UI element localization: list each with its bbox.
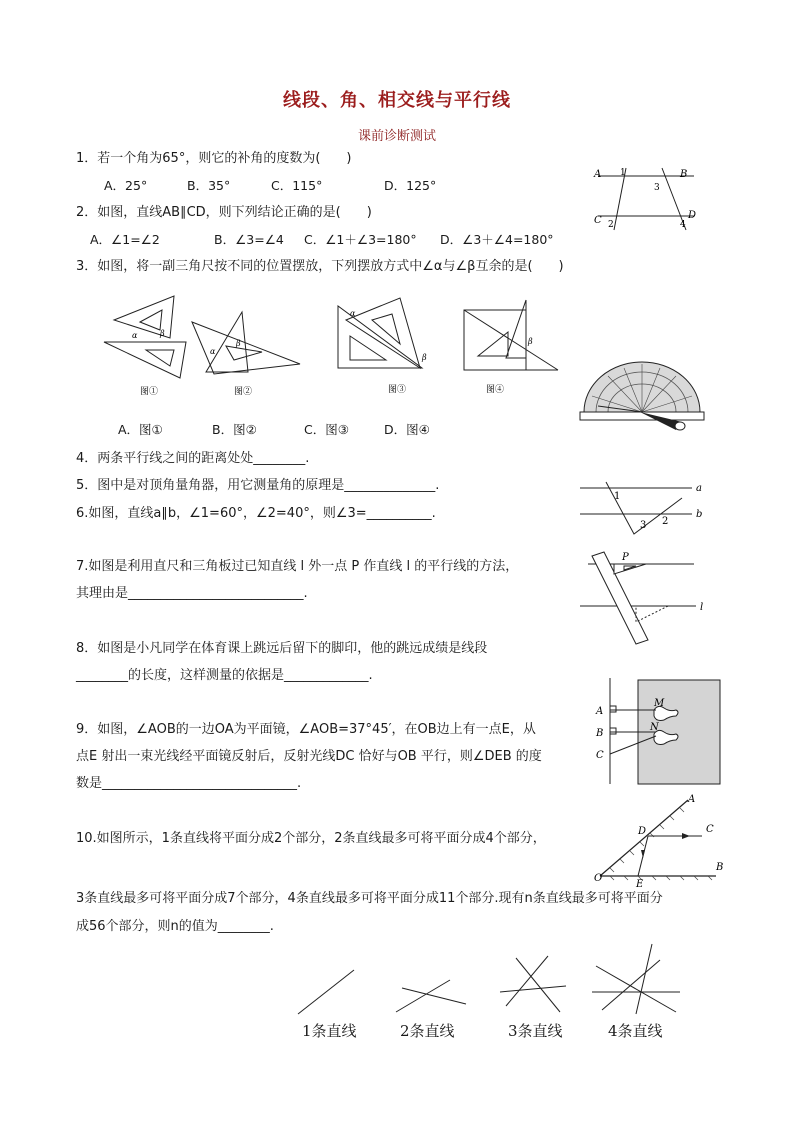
- label-N: N: [650, 722, 659, 733]
- question-1-option-c: C．115°: [271, 178, 323, 193]
- question-8-line-1: 8．如图是小凡同学在体育课上跳远后留下的脚印，他的跳远成绩是线段: [76, 641, 488, 656]
- question-9-figure: [590, 788, 722, 888]
- question-7-line-1: 7.如图是利用直尺和三角板过已知直线 l 外一点 P 作直线 l 的平行线的方法，: [76, 559, 519, 574]
- page-subtitle: 课前诊断测试: [357, 129, 436, 144]
- question-6-text: 6.如图，直线a∥b，∠1=60°，∠2=40°，则∠3=__________.: [76, 506, 436, 521]
- triangle-figure-2: [192, 312, 300, 397]
- label-B: B: [680, 169, 688, 180]
- question-9-line-1: 9．如图，∠AOB的一边OA为平面镜，∠AOB=37°45′，在OB边上有一点E，从: [76, 722, 536, 737]
- question-2-option-d: D．∠3＋∠4=180°: [440, 232, 554, 247]
- question-2-figure: [590, 164, 700, 234]
- question-2-option-c: C．∠1＋∠3=180°: [304, 232, 417, 247]
- angle-3: 3: [654, 183, 660, 193]
- question-10-line-1: 10.如图所示，1条直线将平面分成2个部分，2条直线最多可将平面分成4个部分，: [76, 831, 546, 846]
- q6-angle-1: 1: [614, 491, 621, 502]
- alpha-1: α: [132, 331, 138, 340]
- question-3-option-b: B．图②: [212, 422, 257, 437]
- label-A: A: [596, 706, 604, 717]
- triangle-figure-1: [104, 296, 186, 397]
- label-C: C: [706, 824, 714, 835]
- angle-2: 2: [608, 220, 614, 230]
- question-6-figure: [578, 478, 710, 542]
- beta-4: β: [528, 337, 533, 346]
- caption-three-lines: 3条直线: [508, 1022, 563, 1040]
- four-lines-figure: [592, 944, 680, 1014]
- question-1-option-b: B．35°: [187, 178, 231, 193]
- label-D: D: [688, 210, 697, 221]
- label-O: O: [594, 873, 603, 884]
- question-3-text: 3．如图，将一副三角尺按不同的位置摆放，下列摆放方式中∠α与∠β互余的是( ): [76, 259, 564, 274]
- caption-one-line: 1条直线: [302, 1022, 357, 1040]
- label-B: B: [596, 728, 604, 739]
- label-line-b: b: [696, 509, 703, 520]
- question-1-option-a: A．25°: [104, 178, 148, 193]
- question-9-line-3: 数是______________________________.: [76, 776, 302, 791]
- label-E: E: [636, 879, 644, 890]
- question-1-text: 1．若一个角为65°，则它的补角的度数为( ): [76, 151, 352, 166]
- question-8-figure: [592, 676, 722, 786]
- beta-3: β: [422, 353, 427, 362]
- protractor-figure: [578, 356, 706, 430]
- question-8-line-2: ________的长度，这样测量的依据是_____________.: [76, 668, 373, 683]
- question-2-option-a: A．∠1=∠2: [90, 232, 160, 247]
- beta-1: β: [160, 329, 165, 338]
- alpha-2: α: [210, 347, 216, 356]
- question-10-line-2: 3条直线最多可将平面分成7个部分，4条直线最多可将平面分成11个部分.现有n条直线最多可将平面分: [76, 891, 663, 906]
- question-4-text: 4．两条平行线之间的距离处处________.: [76, 451, 310, 466]
- q6-angle-2: 2: [662, 516, 669, 527]
- question-9-line-2: 点E 射出一束光线经平面镜反射后，反射光线DC 恰好与OB 平行，则∠DEB 的度: [76, 749, 542, 764]
- question-3-option-c: C．图③: [304, 422, 349, 437]
- label-line-a: a: [696, 483, 702, 494]
- label-l: l: [700, 602, 704, 613]
- label-P: P: [622, 552, 629, 563]
- triangle-figure-4: [464, 300, 558, 395]
- label-C: C: [596, 750, 604, 761]
- label-B: B: [716, 862, 724, 873]
- label-M: M: [654, 698, 665, 709]
- question-10-line-3: 成56个部分，则n的值为________.: [76, 919, 274, 934]
- q6-angle-3: 3: [640, 520, 647, 531]
- caption-fig-3: 图③: [388, 385, 407, 395]
- label-A: A: [688, 794, 696, 805]
- question-10-figures: [290, 940, 690, 1018]
- question-7-figure: [578, 548, 712, 646]
- page-title: 线段、角、相交线与平行线: [283, 90, 511, 111]
- angle-4: 4: [680, 220, 686, 230]
- question-3-option-d: D．图④: [384, 422, 430, 437]
- question-5-text: 5．图中是对顶角量角器，用它测量角的原理是______________.: [76, 478, 440, 493]
- question-2-option-b: B．∠3=∠4: [214, 232, 284, 247]
- three-lines-figure: [500, 956, 566, 1012]
- caption-fig-1: 图①: [140, 387, 159, 397]
- caption-two-lines: 2条直线: [400, 1022, 455, 1040]
- caption-four-lines: 4条直线: [608, 1022, 663, 1040]
- alpha-3: α: [350, 309, 356, 318]
- question-3-figures: [96, 292, 566, 404]
- angle-1: 1: [620, 168, 626, 178]
- question-3-option-a: A．图①: [118, 422, 163, 437]
- question-7-line-2: 其理由是___________________________.: [76, 586, 308, 601]
- caption-fig-2: 图②: [234, 387, 253, 397]
- label-C: C: [594, 215, 602, 226]
- label-D: D: [638, 826, 647, 837]
- question-2-text: 2．如图，直线AB∥CD，则下列结论正确的是( ): [76, 205, 372, 220]
- one-line-figure: [298, 970, 354, 1014]
- triangle-figure-3: [338, 298, 427, 395]
- two-lines-figure: [396, 980, 466, 1012]
- question-1-option-d: D．125°: [384, 178, 437, 193]
- beta-2: β: [236, 339, 241, 348]
- caption-fig-4: 图④: [486, 385, 505, 395]
- label-A: A: [594, 169, 602, 180]
